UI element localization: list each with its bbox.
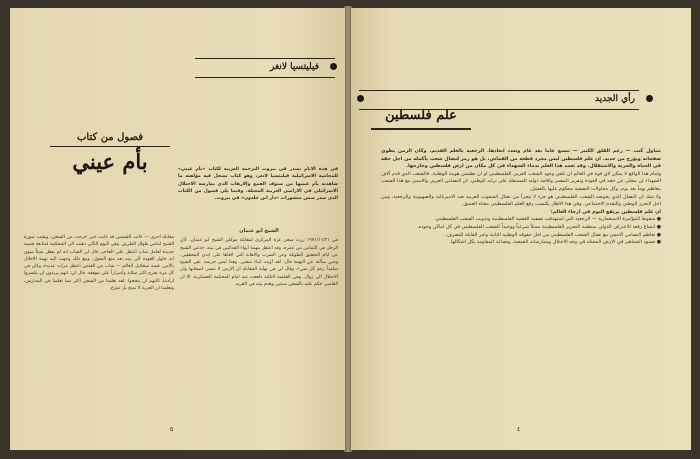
- book-rule: [50, 146, 170, 147]
- title-rule: [371, 128, 471, 130]
- right-header-dot-left: [357, 95, 364, 102]
- right-header-label: رأي الجديد: [594, 94, 635, 104]
- right-para2: وامام هذا الواقع لا يمكن لاي قوة في العالم ان تلغي وجود الشعب العربي الفلسطيني او ان تطمس هويته الوطنية. فالشعب الذي قدم آلاف الشهداء لن يتخلى عن حقه في العودة وتقرير المصير واقامة دولته المستقلة على ترابه الوطني. ان التضامن العربي والاممي مع هذا الشعب يتعاظم يوماً بعد يوم، وكل محاولات التصفية محكوم عليها بالفشل.: [381, 170, 661, 192]
- book-line: فصول من كتاب: [76, 132, 144, 143]
- left-header-dot: [330, 63, 337, 70]
- right-page: [351, 8, 691, 450]
- left-subheading: الشيخ ابو عثمان: [239, 228, 279, 234]
- left-col-right: [180, 226, 338, 416]
- bullet-item: ● تعاظم التضامن الاممي مع نضال الشعب الفلسطيني من اجل حقوقه الوطنية الثابتة وغير القابلة للتصرف.: [445, 231, 661, 238]
- right-para3: ولا شك ان النضال الذي يخوضه الشعب الفلسطيني هو جزء لا يتجزأ من نضال الشعوب العربية ضد الامبريالية والصهيونية والرجعية، ومن اجل التحرر الوطني والتقدم الاجتماعي. وفي هذا الاطار يكتسب رفع العلم الفلسطيني معناه العميق.: [381, 193, 661, 208]
- bullet-item: ● سقوط المؤامرة الاستعمارية — الرجعية التي استهدفت تصفية القضية الفلسطينية وتذويب الشعب الفلسطيني.: [434, 216, 661, 223]
- right-lead: ان علم فلسطين يرتفع اليوم في ارجاء العالم:: [550, 208, 661, 215]
- book-title: بأم عيني: [72, 149, 148, 174]
- left-col-right-text: في ١٩٧١/١١/٢١ زرت سجن غزة المركزي لمقابلة موكلي الشيخ ابو عثمان. كان الرجل في الثمانين من عمره، وقد اعتقل بتهمة ايواء الفدائيين في بيته. حدثني الشيخ عن ايام التحقيق الطويلة وعن الضرب والاهانة التي لاقاها على ايدي المحققين. وحين سألته عن التهمة قال: لقد آويت ابناء شعبي، وهذا ليس جريمة. بقي الشيخ صامداً رغم كل شيء، وقال لي في نهاية المقابلة ان الارض لا تنسى اصحابها وان الاحتلال الى زوال. وفي الجلسة التالية دافعت عنه امام المحكمة العسكرية، الا ان القاضي حكم عليه بالسجن سنتين وهدم بيته في القرية.: [180, 238, 338, 288]
- right-body: [381, 148, 661, 420]
- right-page-number: ٤: [517, 426, 521, 433]
- left-header-bar: [195, 58, 335, 78]
- right-intro: تتناول كتب — رغم القلق الكبير — تتسع عاماً بعد عام وتعدد ابعادها. الرجعية بالعلم القديم، وكان الزمن يطوي صفحاته ويؤرخ من جديد. ان علم فلسطين ليس مجرد قطعة من القماش، بل هو رمز لنضال شعب بأكمله من اجل حقه في الحياة والحرية والاستقلال. وقد تعمد هذا العلم بدماء الشهداء في كل مكان من ارض فلسطين وخارجها.: [381, 148, 661, 170]
- left-header-author: فيليتسيا لانغر: [270, 62, 319, 72]
- right-header-dot-right: [646, 95, 653, 102]
- bullet-item: ● صمود الجماهير في الارض المحتلة في وجه الاحتلال وممارساته القمعية، وتصاعد المقاومة بكل اشكالها.: [449, 239, 661, 246]
- left-page-number: ٥: [170, 426, 174, 433]
- editorial-title: علم فلسطين: [385, 108, 457, 123]
- left-page: [10, 8, 345, 450]
- bullet-item: ● اتساع رقعة الاعتراف الدولي بمنظمة التحرير الفلسطينية ممثلاً شرعياً ووحيداً للشعب الفلسطيني في كل اماكن وجوده.: [417, 223, 661, 230]
- left-col-left: مقابلة اخرى — كانت الشمس قد غابت حين خرجت من السجن، وبقيت صورة الشيخ امامي طوال الطريق. وفي اليوم التالي ذهبت الى المحكمة لمتابعة قضية جديدة لعامل شاب اعتقل على الحاجز. قال لي الشاب انه لم يفعل شيئاً سوى انه حاول العودة الى بيته بعد منع التجول. ومع ذلك وجهت اليه تهمة الاخلال بالامن. قصة ميخائيل العالم — شاب من القدس اعتقل مرات عديدة، وكان في كل مرة يخرج اكثر صلابة واصراراً على موقفه. قال لي: انهم يريدون ان يكسروا ارادتنا، لكنهم لن ينجحوا. لقد تعلمنا من السجن اكثر مما تعلمنا في المدارس، وتعلمنا ان الحرية لا تمنح بل تنتزع.: [24, 235, 174, 292]
- left-intro: في هذه الايام تصدر في بيروت الترجمة العربية لكتاب «بأم عيني» للمحامية الاسرائيلية فيليتسيا لانغر، وهو كتاب تسجل فيه مؤلفته ما شاهدته بأم عينيها من صنوف القمع والارهاب الذي يمارسه الاحتلال الاسرائيلي في الاراضي العربية المحتلة. وفيما يلي فصول من الكتاب الذي صدر ضمن منشورات «دار ابن خلدون» في بيروت.: [178, 167, 338, 202]
- right-header-bar: [359, 90, 639, 110]
